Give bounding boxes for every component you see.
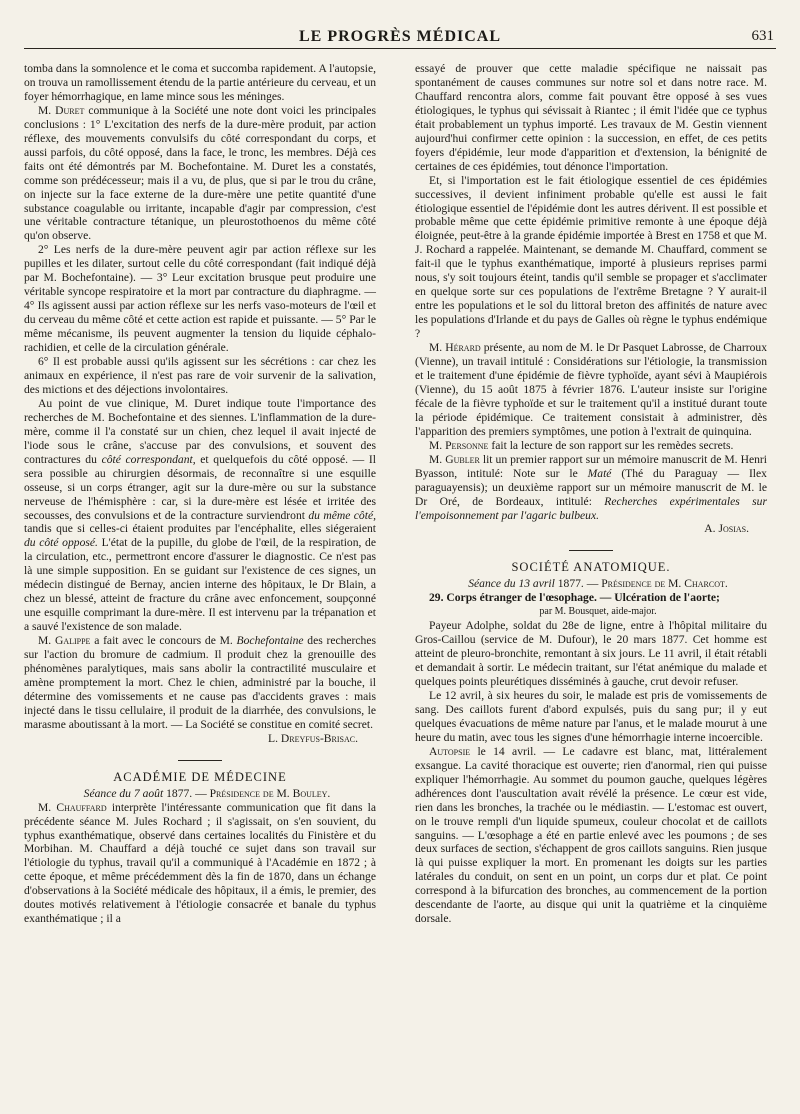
- emphasis: côté correspondant,: [101, 452, 196, 466]
- emphasis: Maté: [587, 466, 612, 480]
- section-heading: [24, 760, 376, 785]
- seance-year: 1877. —: [166, 786, 207, 800]
- running-header: [24, 28, 776, 49]
- article-title: 29. Corps étranger de l'œsophage. — Ulcération de l'aorte;: [429, 591, 720, 605]
- seance-year: 1877. —: [557, 577, 599, 591]
- paragraph-text: Au point de vue clinique, M. Duret indique toute l'importance des recherches de M. Bochefontaine et des siennes. L'inflammation de la dure-mère, comme il l'a constaté sur un chien, chez lequel il avait injecté de l'iode sous le crâne, s'accuse par des convulsions, et souvent des contractures du: [24, 396, 376, 466]
- seance-line: [24, 787, 376, 801]
- page-number: 631: [751, 28, 774, 44]
- section-heading: [415, 550, 767, 575]
- section-title: SOCIÉTÉ ANATOMIQUE.: [511, 560, 671, 575]
- paragraph: [24, 801, 376, 927]
- paragraph-text: présente, au nom de M. le Dr Pasquet Labrosse, de Charroux (Vienne), un travail intitulé : Considérations sur l'étiologie, la transmission et le traitement d'une épidémie de fièvre typhoïde, ayant sévi à Maupiérois (Vienne), du 15 août 1875 à février 1876. L'auteur insiste sur l'origine fécale de la fièvre typhoïde et sur le traitement qu'il a institué durant toute la période épidémique. Ce traitement consistait à administrer, dès l'apparition des premiers symptômes, une potion à l'extrait de quinquina.: [415, 341, 767, 438]
- paragraph-text: tandis que si celles-ci étaient produites par l'encéphalite, elles siégeraient: [24, 522, 376, 536]
- speaker-name: M. Chauffard: [38, 800, 107, 814]
- speaker-name: M. Duret: [38, 103, 85, 117]
- paragraph: [415, 453, 767, 523]
- paragraph-text: lit un premier rapport sur un mémoire manuscrit de M. Henri Byasson, intitulé: Note sur le: [415, 452, 767, 480]
- paragraph-text: et quelquefois du côté opposé. — Il sera possible au chirurgien désormais, de reconnaître si une esquille osseuse, si un corps étranger, agit sur la dure-mère ou sur la substance nerveuse de l'hémisphère : car, si la dure-mère est lésée et irritée des secousses, des convulsions et de la contracture surviendront: [24, 452, 376, 522]
- right-column: [415, 62, 767, 926]
- paragraph: 2° Les nerfs de la dure-mère peuvent agir par action réflexe sur les pupilles et les dilater, surtout celle du côté correspondant (fait indiqué déjà par M. Bochefontaine). — 3° Leur excitation brusque peut produire une véritable syncope respiratoire et la mort par contracture du diaphragme. — 4° Ils agissent aussi par action réflexe sur les nerfs vaso-moteurs de l'œil et du cerveau du même côté et cette action est rapide et puissante. — 5° Par le même mécanisme, ils peuvent augmenter la tension du liquide céphalo-rachidien, et celle de la circulation générale.: [24, 243, 376, 355]
- seance-president: Présidence de M. Bouley.: [209, 786, 331, 800]
- speaker-name: M. Galippe: [38, 634, 91, 648]
- emphasis: du côté opposé.: [24, 536, 98, 550]
- paragraph-text: fait la lecture de son rapport sur les remèdes secrets.: [491, 438, 734, 452]
- emphasis: Bochefontaine: [236, 634, 304, 648]
- seance-line: [415, 577, 767, 591]
- speaker-name: M. Hérard: [429, 341, 481, 355]
- paragraph-text: (Thé du Paraguay — Ilex paraguayensis); un deuxième rapport sur un mémoire manuscrit de M. le Dr Oré, de Bordeaux, intitulé:: [415, 466, 767, 508]
- signature: L. Dreyfus-Brisac.: [268, 731, 358, 745]
- paragraph-text: des recherches sur l'action du bromure de cadmium. Il produit chez la grenouille des phénomènes paralytiques, mais sans abolir la contractilité musculaire et amène promptement la mort. Chez le chien, administré par la bouche, il détermine des vomissements et ne cause pas d'accidents graves : mais injecté dans le tissu cellulaire, il produit de la diarrhée, des convulsions, le marasme aboutissant à la mort. — La Société se constitue en comité secret.: [24, 634, 377, 731]
- paragraph: Payeur Adolphe, soldat du 28e de ligne, entre à l'hôpital militaire du Gros-Caillou (service de M. Dufour), le 20 mars 1877. Cet homme est atteint de pleuro-bronchite, remontant à six jours. Le 11 avril, il était rétabli et demandait à sortir. Le médecin traitant, sur l'état anémique du malade et quelques points pleurétiques disséminés à gauche, crut devoir refuser.: [415, 619, 767, 689]
- seance-president: Présidence de M. Charcot.: [601, 577, 728, 591]
- paragraph: tomba dans la somnolence et le coma et succomba rapidement. A l'autopsie, on trouva un ramollissement étendu de la partie antérieure du cerveau, et un foyer hémorrhagique, en lame mince sous les méninges.: [24, 62, 376, 103]
- paragraph-text: interprète l'intéressante communication que fit dans la précédente séance M. Jules Rochard ; il s'agissait, on s'en souvient, du typhus exanthématique, observé dans certaines localités du Finistère et du Morbihan. M. Chauffard a déjà touché ce sujet dans son travail sur l'étiologie du typhus, travail qu'il a communiqué à l'Académie en 1872 ; à cette époque, et même précédemment dès la fin de 1870, dans un échange d'observations à la Société médicale des hôpitaux, il a émis, le premier, des doutes motivés relativement à l'étiologie consacrée et banale du typhus exanthématique ; il a: [24, 800, 377, 926]
- paragraph: Et, si l'importation est le fait étiologique essentiel de ces épidémies successives, il devient infiniment probable qu'elle est aussi le fait étiologique essentiel de l'épidémie dont les autres dérivent. Il est possible et probable même que cette épidémie primitive remonte à une époque déjà éloignée, peut-être à la grande épidémie importée à Brest en 1758 et que M. J. Rochard a rappelée. Maintenant, se demande M. Chauffard, comment se fait-il que le typhus exanthématique, importé à plusieurs reprises parmi nous, s'y soit toujours éteint, tandis qu'il semble se propager et s'acclimater en quelque sorte sur ces populations de l'extrême Bretagne ? Y aurait-il entre les populations et le sol du littoral breton des affinités de nature avec les populations d'Irlande et du pays de Galles où règne le typhus endémique ?: [415, 173, 767, 341]
- seance-date: Séance du 13 avril: [468, 577, 555, 591]
- paragraph-text: communique à la Société une note dont voici les principales conclusions : 1° L'excitation des nerfs de la dure-mère produit, par action réflexe, des mouvements convulsifs du côté correspondant du corps, et aussi parfois, du côté opposé, dans la face, le tronc, les membres. Déjà ces faits ont été démontrés par M. Bochefontaine. M. Duret les a constatés, comme son prédécesseur; mais il a vu, de plus, que si par le trou du crâne, on injecte sur la face externe de la dure-mère une petite quantité d'une substance coagulable ou irritante, incapable d'agir par compression, c'est une véritable contracture tétanique, un pleurostothoenos du même côté qu'on observe.: [24, 103, 376, 243]
- seance-date: Séance du 7 août: [83, 786, 164, 800]
- paragraph: essayé de prouver que cette maladie spécifique ne naissait pas spontanément de causes communes sur notre sol et dans notre race. M. Chauffard rencontra alors, comme fait pouvant être opposé à ses vues étiologiques, le typhus qui sévissait à Riantec ; il émit l'idée que ce typhus était probablement un typhus importé. Les travaux de M. Gestin viennent aujourd'hui confirmer cette opinion : la succession, en effet, de ces petits foyers d'épidémie, leur mode d'apparition et d'extension, la bénignité de certaines de ces épidémies, tout dénonce l'importation.: [415, 62, 767, 173]
- paragraph: [24, 104, 376, 244]
- paragraph: Le 12 avril, à six heures du soir, le malade est pris de vomissements de sang. Des caillots furent d'abord expulsés, puis du sang pur; il y eut quelques évacuations de même nature par l'anus, et le malade mourut à une heure du matin, avec tous les signes d'une hémorrhagie interne incoercible.: [415, 688, 767, 744]
- section-rule: [178, 760, 222, 761]
- left-column: [24, 62, 376, 926]
- paragraph-text: le 14 avril. — Le cadavre est blanc, mat, littéralement exsangue. La cavité thoracique est ouverte; rien d'anormal, rien qui puisse expliquer l'hémorrhagie. Au sommet du poumon gauche, quelques légères adhérences dont l'auscultation avait révélé la présence. Le cœur est vide, rien dans les bronches, la trachée ou le médiastin. — L'estomac est ouvert, on le trouve rempli d'un liquide spumeux, couleur chocolat et de caillots sanguins. — L'œsophage a été en partie enlevé avec les poumons ; de ses deux surfaces de section, s'échappent de gros caillots sanguins. Rien jusque là qui puisse expliquer la mort. En promenant les doigts sur les parties latérales du conduit, on sent en un point, un corps dur et plat. Ce point correspond à la bifurcation des bronches, au commencement de la portion descendante de l'aorte, au disque qui unit la quatrième et la cinquième dorsale.: [415, 744, 767, 926]
- article-byline: par M. Bousquet, aide-major.: [539, 606, 657, 618]
- paragraph: 6° Il est probable aussi qu'ils agissent sur les sécrétions : car chez les animaux en expérience, il n'est pas rare de voir survenir de la salivation, des mictions et des déjections involontaires.: [24, 355, 376, 396]
- emphasis: du même côté,: [308, 508, 376, 522]
- paragraph: [24, 397, 376, 634]
- paragraph: [415, 439, 767, 453]
- speaker-name: M. Personne: [429, 438, 489, 452]
- paragraph-text: L'état de la pupille, du globe de l'œil, de la respiration, de la circulation, etc., permettront encore d'assurer le diagnostic. Ce n'est pas là une simple supposition. En se guidant sur l'existence de ces signes, un médecin distingué de Bernay, ancien interne des hôpitaux, le Dr Blain, a chez un blessé, atteint de fracture du crâne avec enfoncement, soupçonné une esquille comprimant la dure-mère. Il est intervenu par la trépanation et a sauvé l'existence de son malade.: [24, 536, 376, 634]
- section-rule: [569, 550, 613, 551]
- speaker-name: Autopsie: [429, 744, 471, 758]
- signature: A. Josias.: [704, 522, 749, 536]
- paragraph-text: a fait avec le concours de M.: [94, 634, 233, 648]
- paragraph: [415, 341, 767, 439]
- emphasis: Recherches expérimentales sur l'empoisonnement par l'agaric bulbeux.: [415, 494, 767, 522]
- section-title: ACADÉMIE DE MÉDECINE: [113, 769, 287, 784]
- paragraph: [415, 745, 767, 926]
- journal-title: LE PROGRÈS MÉDICAL: [298, 28, 502, 45]
- paragraph: [24, 634, 376, 732]
- speaker-name: M. Gubler: [429, 452, 480, 466]
